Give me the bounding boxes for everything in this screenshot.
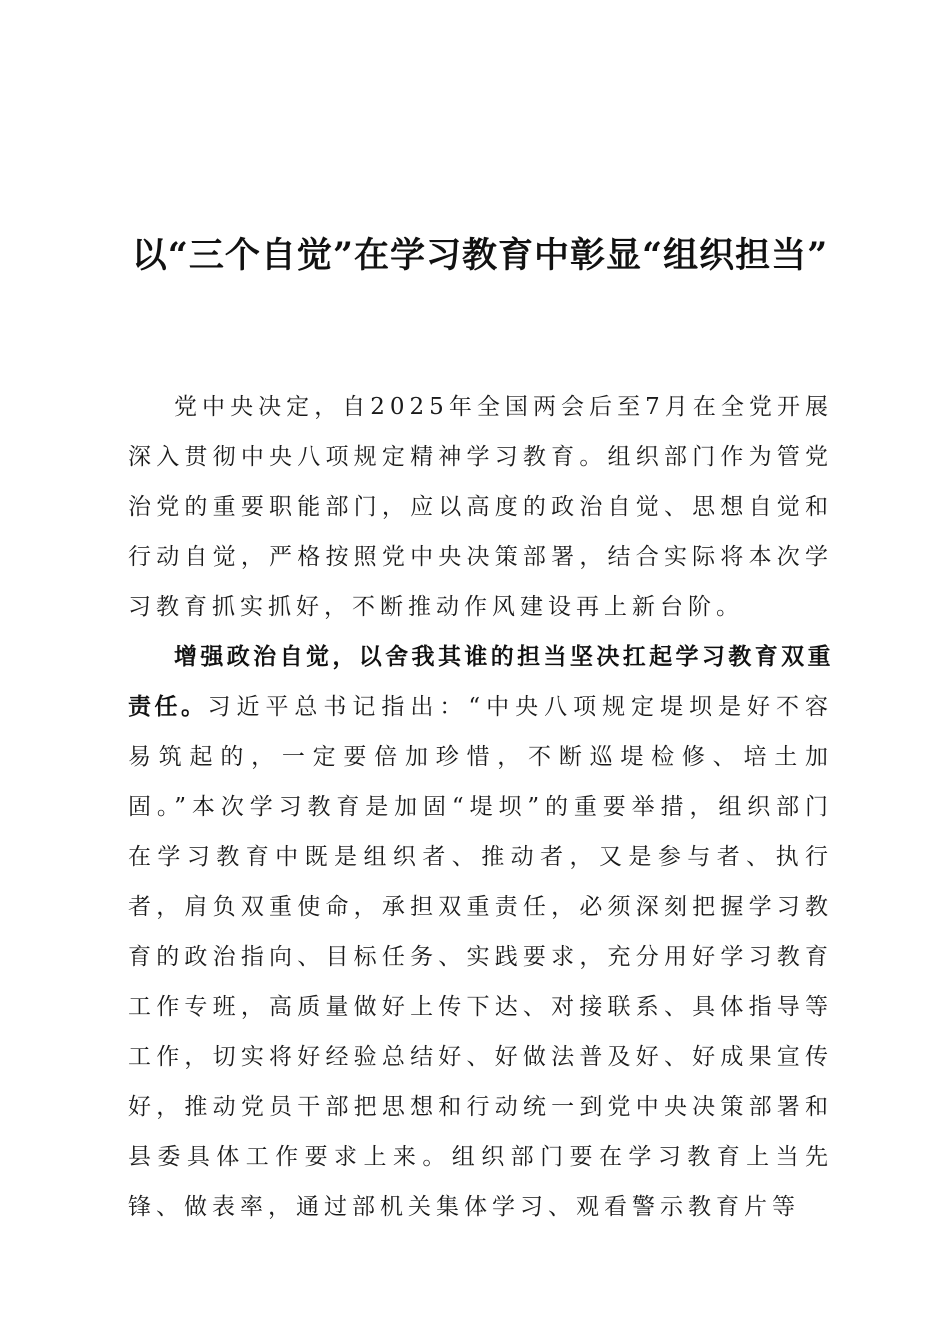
paragraph-text: 习近平总书记指出：“中央八项规定堤坝是好不容易筑起的，一定要倍加珍惜，不断巡堤检修、培土加固。”本次学习教育是加固“堤坝”的重要举措，组织部门在学习教育中既是组织者、推动者，又是参与者、执行者，肩负双重使命，承担双重责任，必须深刻把握学习教育的政治指向、目标任务、实践要求，充分用好学习教育工作专班，高质量做好上传下达、对接联系、具体指导等工作，切实将好经验总结好、好做法普及好、好成果宣传好，推动党员干部把思想和行动统一到党中央决策部署和县委具体工作要求上来。组织部门要在学习教育上当先锋、做表率，通过部机关集体学习、观看警示教育片等 xyxy=(128,694,833,1220)
paragraph-political-consciousness xyxy=(128,632,833,1232)
paragraph-intro xyxy=(128,382,833,632)
document-body xyxy=(128,382,833,1232)
paragraph-lead: 增强政治自觉，以舍我其谁的担当坚决扛起学习教育双重责任。 xyxy=(128,644,833,720)
paragraph-text: 党中央决定，自2025年全国两会后至7月在全党开展深入贯彻中央八项规定精神学习教育。组织部门作为管党治党的重要职能部门，应以高度的政治自觉、思想自觉和行动自觉，严格按照党中央决策部署，结合实际将本次学习教育抓实抓好，不断推动作风建设再上新台阶。 xyxy=(128,394,833,620)
document-title: 以“三个自觉”在学习教育中彰显“组织担当” xyxy=(131,235,829,276)
